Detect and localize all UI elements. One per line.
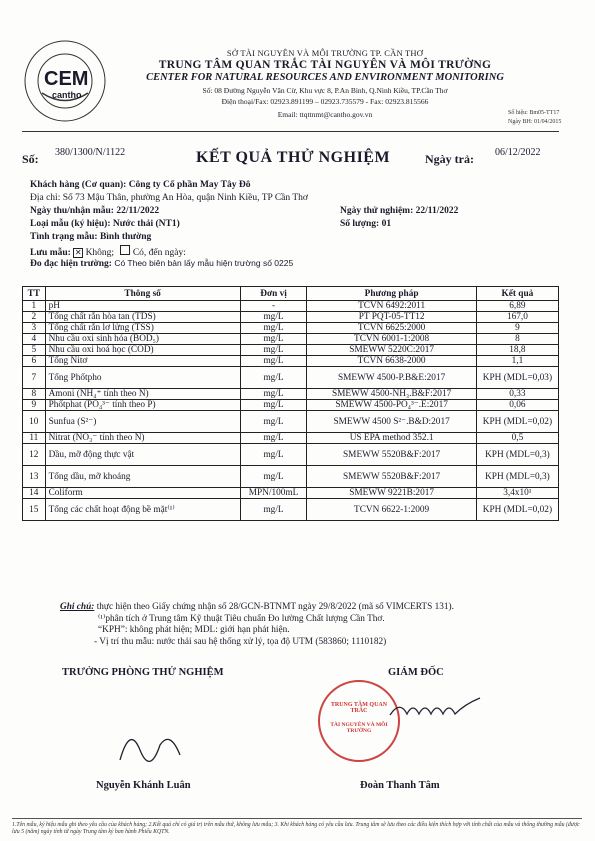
right-signer-title: GIÁM ĐỐC xyxy=(388,667,444,678)
center-phone: Điện thoại/Fax: 02923.891199 – 02923.735579 - Fax: 02923.815566 xyxy=(221,97,429,106)
form-code: Số hiệu: Bm05-TT17 xyxy=(508,110,560,116)
customer: Khách hàng (Cơ quan): Công ty Cổ phần May Tây Đô xyxy=(30,180,251,190)
col-unit: Đơn vị xyxy=(240,287,307,301)
row-param: Amoni (NH₄⁺ tính theo N) xyxy=(45,389,240,400)
right-signature xyxy=(385,690,485,730)
notes-line4: - Vị trí thu mẫu: nước thải sau hệ thống xử lý, tọa độ UTM (583860; 1110182) xyxy=(94,636,387,647)
notes-line3: “KPH”: không phát hiện; MDL: giới hạn phát hiện. xyxy=(98,625,290,635)
dept-name: SỞ TÀI NGUYÊN VÀ MÔI TRƯỜNG TP. CẦN THƠ xyxy=(226,48,424,58)
row-unit: MPN/100mL xyxy=(240,488,307,499)
customer-address: Địa chỉ: Số 73 Mậu Thân, phường An Hòa, quận Ninh Kiều, TP Cần Thơ xyxy=(30,193,308,203)
center-email: Email: ttqttnmt@cantho.gov.vn xyxy=(277,110,373,119)
row-tt: 9 xyxy=(23,400,46,411)
row-method: TCVN 6492:2011 xyxy=(307,301,476,312)
stamp-top: TRUNG TÂM QUAN TRẮC xyxy=(330,702,388,714)
row-method: SMEWW 4500 S²⁻.B&D:2017 xyxy=(307,411,476,433)
checkbox-empty-icon xyxy=(120,245,130,255)
row-tt: 7 xyxy=(23,367,46,389)
row-unit: mg/L xyxy=(240,367,307,389)
logo xyxy=(22,38,108,124)
row-unit: mg/L xyxy=(240,323,307,334)
field-measure-row xyxy=(30,258,293,269)
row-method: SMEWW 4500-NH₃.B&F:2017 xyxy=(307,389,476,400)
row-method: SMEWW 4500-PO₄³⁻.E:2017 xyxy=(307,400,476,411)
row-tt: 12 xyxy=(23,444,46,466)
table-row xyxy=(23,323,559,334)
row-result: KPH (MDL=0,03) xyxy=(476,367,558,389)
results-table xyxy=(22,286,559,521)
row-param: Phốtphat (PO₄³⁻ tính theo P) xyxy=(45,400,240,411)
row-unit: mg/L xyxy=(240,433,307,444)
table-row xyxy=(23,488,559,499)
row-tt: 15 xyxy=(23,499,46,521)
row-tt: 14 xyxy=(23,488,46,499)
table-row xyxy=(23,389,559,400)
table-row xyxy=(23,334,559,345)
row-tt: 11 xyxy=(23,433,46,444)
row-result: 8 xyxy=(476,334,558,345)
row-result: 1,1 xyxy=(476,356,558,367)
field-value: Có Theo biên bản lấy mẫu hiện trường số 0225 xyxy=(114,258,294,268)
left-signer-title: TRƯỞNG PHÒNG THỬ NGHIỆM xyxy=(62,667,224,678)
form-date: Ngày BH: 01/04/2015 xyxy=(508,119,562,125)
row-unit: mg/L xyxy=(240,444,307,466)
row-param: Tổng Phốtpho xyxy=(45,367,240,389)
table-row xyxy=(23,433,559,444)
row-tt: 4 xyxy=(23,334,46,345)
table-header xyxy=(23,287,559,301)
col-method: Phương pháp xyxy=(307,287,476,301)
table-row xyxy=(23,312,559,323)
sample-quantity: Số lượng: 01 xyxy=(340,219,392,229)
stamp-bottom: TÀI NGUYÊN VÀ MÔI TRƯỜNG xyxy=(330,722,388,734)
footer-divider xyxy=(12,818,582,819)
field-label: Đo đạc hiện trường: xyxy=(30,259,112,269)
report-title: KẾT QUẢ THỬ NGHIỆM xyxy=(196,149,391,166)
row-param: Nitrat (NO₃⁻ tính theo N) xyxy=(45,433,240,444)
return-date: 06/12/2022 xyxy=(495,147,541,158)
row-tt: 6 xyxy=(23,356,46,367)
notes xyxy=(60,602,560,648)
row-param: Tổng chất rắn hòa tan (TDS) xyxy=(45,312,240,323)
logo-text: CEM xyxy=(44,68,89,90)
row-param: Tổng chất rắn lơ lửng (TSS) xyxy=(45,323,240,334)
report-no: 380/1300/N/1122 xyxy=(55,147,126,158)
row-method: TCVN 6001-1:2008 xyxy=(307,334,476,345)
row-param: Tổng dầu, mỡ khoáng xyxy=(45,466,240,488)
row-unit: - xyxy=(240,301,307,312)
table-row xyxy=(23,499,559,521)
table-row xyxy=(23,301,559,312)
table-row xyxy=(23,411,559,433)
row-unit: mg/L xyxy=(240,356,307,367)
row-tt: 8 xyxy=(23,389,46,400)
test-date: Ngày thử nghiệm: 22/11/2022 xyxy=(340,206,459,216)
row-unit: mg/L xyxy=(240,400,307,411)
row-param: Nhu cầu oxi sinh hóa (BOD₅) xyxy=(45,334,240,345)
storage-no: Không; xyxy=(85,248,115,258)
row-tt: 3 xyxy=(23,323,46,334)
row-result: KPH (MDL=0,02) xyxy=(476,499,558,521)
left-signature xyxy=(110,720,200,770)
storage-row xyxy=(30,245,186,258)
center-name-en: CENTER FOR NATURAL RESOURCES AND ENVIRONMENT MONITORING xyxy=(146,72,504,83)
row-unit: mg/L xyxy=(240,499,307,521)
table-row xyxy=(23,400,559,411)
row-param: Coliform xyxy=(45,488,240,499)
row-result: 18,8 xyxy=(476,345,558,356)
notes-line2: ⁽¹⁾phân tích ở Trung tâm Kỹ thuật Tiêu chuẩn Đo lường Chất lượng Cần Thơ. xyxy=(98,613,385,624)
row-unit: mg/L xyxy=(240,345,307,356)
table-row xyxy=(23,367,559,389)
row-method: SMEWW 9221B:2017 xyxy=(307,488,476,499)
row-method: PT PQT-05-TT12 xyxy=(307,312,476,323)
row-unit: mg/L xyxy=(240,411,307,433)
left-signer-name: Nguyễn Khánh Luân xyxy=(96,780,191,791)
table-row xyxy=(23,466,559,488)
row-method: TCVN 6622-1:2009 xyxy=(307,499,476,521)
notes-line1: thực hiện theo Giấy chứng nhận số 28/GCN-BTNMT ngày 29/8/2022 (mã số VIMCERTS 131). xyxy=(96,602,454,612)
row-method: SMEWW 5220C:2017 xyxy=(307,345,476,356)
sample-type: Loại mẫu (ký hiệu): Nước thải (NT1) xyxy=(30,219,180,229)
notes-label: Ghi chú: xyxy=(60,602,95,612)
row-param: Dầu, mỡ động thực vật xyxy=(45,444,240,466)
row-result: 3,4x10¹ xyxy=(476,488,558,499)
row-tt: 13 xyxy=(23,466,46,488)
row-tt: 1 xyxy=(23,301,46,312)
row-method: SMEWW 5520B&F:2017 xyxy=(307,444,476,466)
center-name-vi: TRUNG TÂM QUAN TRẮC TÀI NGUYÊN VÀ MÔI TRƯỜNG xyxy=(158,59,492,71)
row-result: KPH (MDL=0,02) xyxy=(476,411,558,433)
row-result: KPH (MDL=0,3) xyxy=(476,466,558,488)
col-tt: TT xyxy=(23,287,46,301)
storage-yes: Có, đến ngày: xyxy=(132,248,186,258)
row-method: SMEWW 5520B&F:2017 xyxy=(307,466,476,488)
row-param: Sunfua (S²⁻) xyxy=(45,411,240,433)
row-tt: 5 xyxy=(23,345,46,356)
right-signer-name: Đoàn Thanh Tâm xyxy=(360,780,440,791)
col-param: Thông số xyxy=(45,287,240,301)
row-method: TCVN 6638-2000 xyxy=(307,356,476,367)
row-unit: mg/L xyxy=(240,389,307,400)
row-param: Tổng Nitơ xyxy=(45,356,240,367)
row-tt: 10 xyxy=(23,411,46,433)
logo-sub: cantho xyxy=(52,90,82,100)
row-result: 6,89 xyxy=(476,301,558,312)
report-no-label: Số: xyxy=(22,152,39,166)
row-result: 0,5 xyxy=(476,433,558,444)
sample-status: Tình trạng mẫu: Bình thường xyxy=(30,232,152,242)
table-row xyxy=(23,444,559,466)
row-result: KPH (MDL=0,3) xyxy=(476,444,558,466)
col-result: Kết quả xyxy=(476,287,558,301)
row-param: Tổng các chất hoạt động bề mặt⁽¹⁾ xyxy=(45,499,240,521)
row-result: 0,33 xyxy=(476,389,558,400)
row-param: pH xyxy=(45,301,240,312)
row-result: 0,06 xyxy=(476,400,558,411)
row-param: Nhu cầu oxi hoá học (COD) xyxy=(45,345,240,356)
row-method: TCVN 6625:2000 xyxy=(307,323,476,334)
footer-note: 1.Tên mẫu, ký hiệu mẫu ghi theo yêu cầu của khách hàng; 2.Kết quả chỉ có giá trị trên mẫu thử, không lưu mẫu; 3. Khi khách hàng có yêu cầu lưu. Trung tâm sẽ lưu theo các điều kiện thích hợp với tính chất của mẫu và thông thường mẫu (được lưu 5 (năm) ngày tính từ ngày Trung tâm ký ban hành Phiếu KQTN. xyxy=(12,822,580,835)
center-address: Số: 08 Đường Nguyễn Văn Cừ, Khu vực 8, P.An Bình, Q.Ninh Kiều, TP.Cần Thơ xyxy=(202,86,448,95)
header-divider xyxy=(22,131,559,132)
row-method: SMEWW 4500-P.B&E:2017 xyxy=(307,367,476,389)
table-row xyxy=(23,345,559,356)
row-method: US EPA method 352.1 xyxy=(307,433,476,444)
row-result: 9 xyxy=(476,323,558,334)
checkbox-checked-icon: ✕ xyxy=(74,248,82,257)
storage-label: Lưu mẫu: xyxy=(30,248,71,258)
row-unit: mg/L xyxy=(240,466,307,488)
row-unit: mg/L xyxy=(240,312,307,323)
row-result: 167,0 xyxy=(476,312,558,323)
return-date-label: Ngày trả: xyxy=(425,152,474,166)
table-row xyxy=(23,356,559,367)
row-unit: mg/L xyxy=(240,334,307,345)
row-tt: 2 xyxy=(23,312,46,323)
receive-date: Ngày thu/nhận mẫu: 22/11/2022 xyxy=(30,206,160,216)
